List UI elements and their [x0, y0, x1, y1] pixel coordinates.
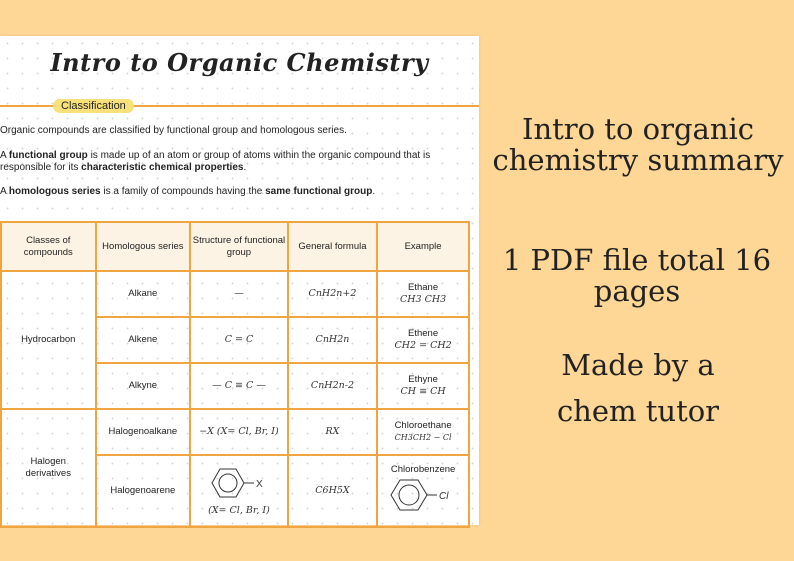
series-cell: Halogenoalkane: [96, 409, 191, 455]
series-cell: Alkyne: [96, 363, 191, 409]
series-cell: Alkane: [96, 271, 191, 317]
series-cell: Alkene: [96, 317, 191, 363]
promo-pages: 1 PDF file total 16 pages: [502, 243, 772, 308]
formula-cell: CnH2n+2: [288, 271, 377, 317]
structure-cell: — C ≡ C —: [190, 363, 288, 409]
class-cell: Halogen derivatives: [1, 409, 96, 527]
formula-cell: CnH2n-2: [288, 363, 377, 409]
classification-table: [0, 221, 470, 528]
svg-text:Cl: Cl: [439, 491, 449, 502]
structure-cell: C = C: [190, 317, 288, 363]
example-cell: Ethane CH3 CH3: [377, 271, 469, 317]
example-cell: Chlorobenzene Cl: [377, 455, 469, 527]
header-cell: General formula: [288, 222, 377, 271]
table-row: [1, 409, 469, 455]
header-cell: Classes of compounds: [1, 222, 96, 271]
document-title: Intro to Organic Chemistry: [50, 48, 429, 77]
paragraph-2: A functional group is made up of an atom or group of atoms within the organic compound that is responsible for its characteristic chemical properties.: [0, 150, 431, 173]
formula-cell: CnH2n: [288, 317, 377, 363]
document-page: [0, 36, 479, 525]
svg-text:X: X: [255, 479, 263, 490]
header-cell: Homologous series: [96, 222, 191, 271]
header-cell: Structure of functional group: [190, 222, 288, 271]
header-cell: Example: [377, 222, 469, 271]
structure-cell: −X (X= Cl, Br, I): [190, 409, 288, 455]
paragraph-3: A homologous series is a family of compounds having the same functional group.: [0, 186, 376, 197]
example-cell: Chloroethane CH3CH2 − Cl: [377, 409, 469, 455]
chlorobenzene-icon: [385, 476, 461, 514]
section-badge: Classification: [53, 99, 134, 113]
promo-author: Made by a chem tutor: [556, 348, 720, 428]
structure-cell: —: [190, 271, 288, 317]
paragraph-1: Organic compounds are classified by functional group and homologous series.: [0, 125, 347, 136]
structure-cell: X (X= Cl, Br, I): [190, 455, 288, 527]
promo-title: Intro to organic chemistry summary: [492, 112, 784, 177]
table-row: [1, 271, 469, 317]
formula-cell: C6H5X: [288, 455, 377, 527]
formula-cell: RX: [288, 409, 377, 455]
series-cell: Halogenoarene: [96, 455, 191, 527]
example-cell: Ethyne CH ≡ CH: [377, 363, 469, 409]
benzene-ring-icon: [204, 465, 274, 501]
table-header-row: [1, 222, 469, 271]
class-cell: Hydrocarbon: [1, 271, 96, 409]
example-cell: Ethene CH2 = CH2: [377, 317, 469, 363]
